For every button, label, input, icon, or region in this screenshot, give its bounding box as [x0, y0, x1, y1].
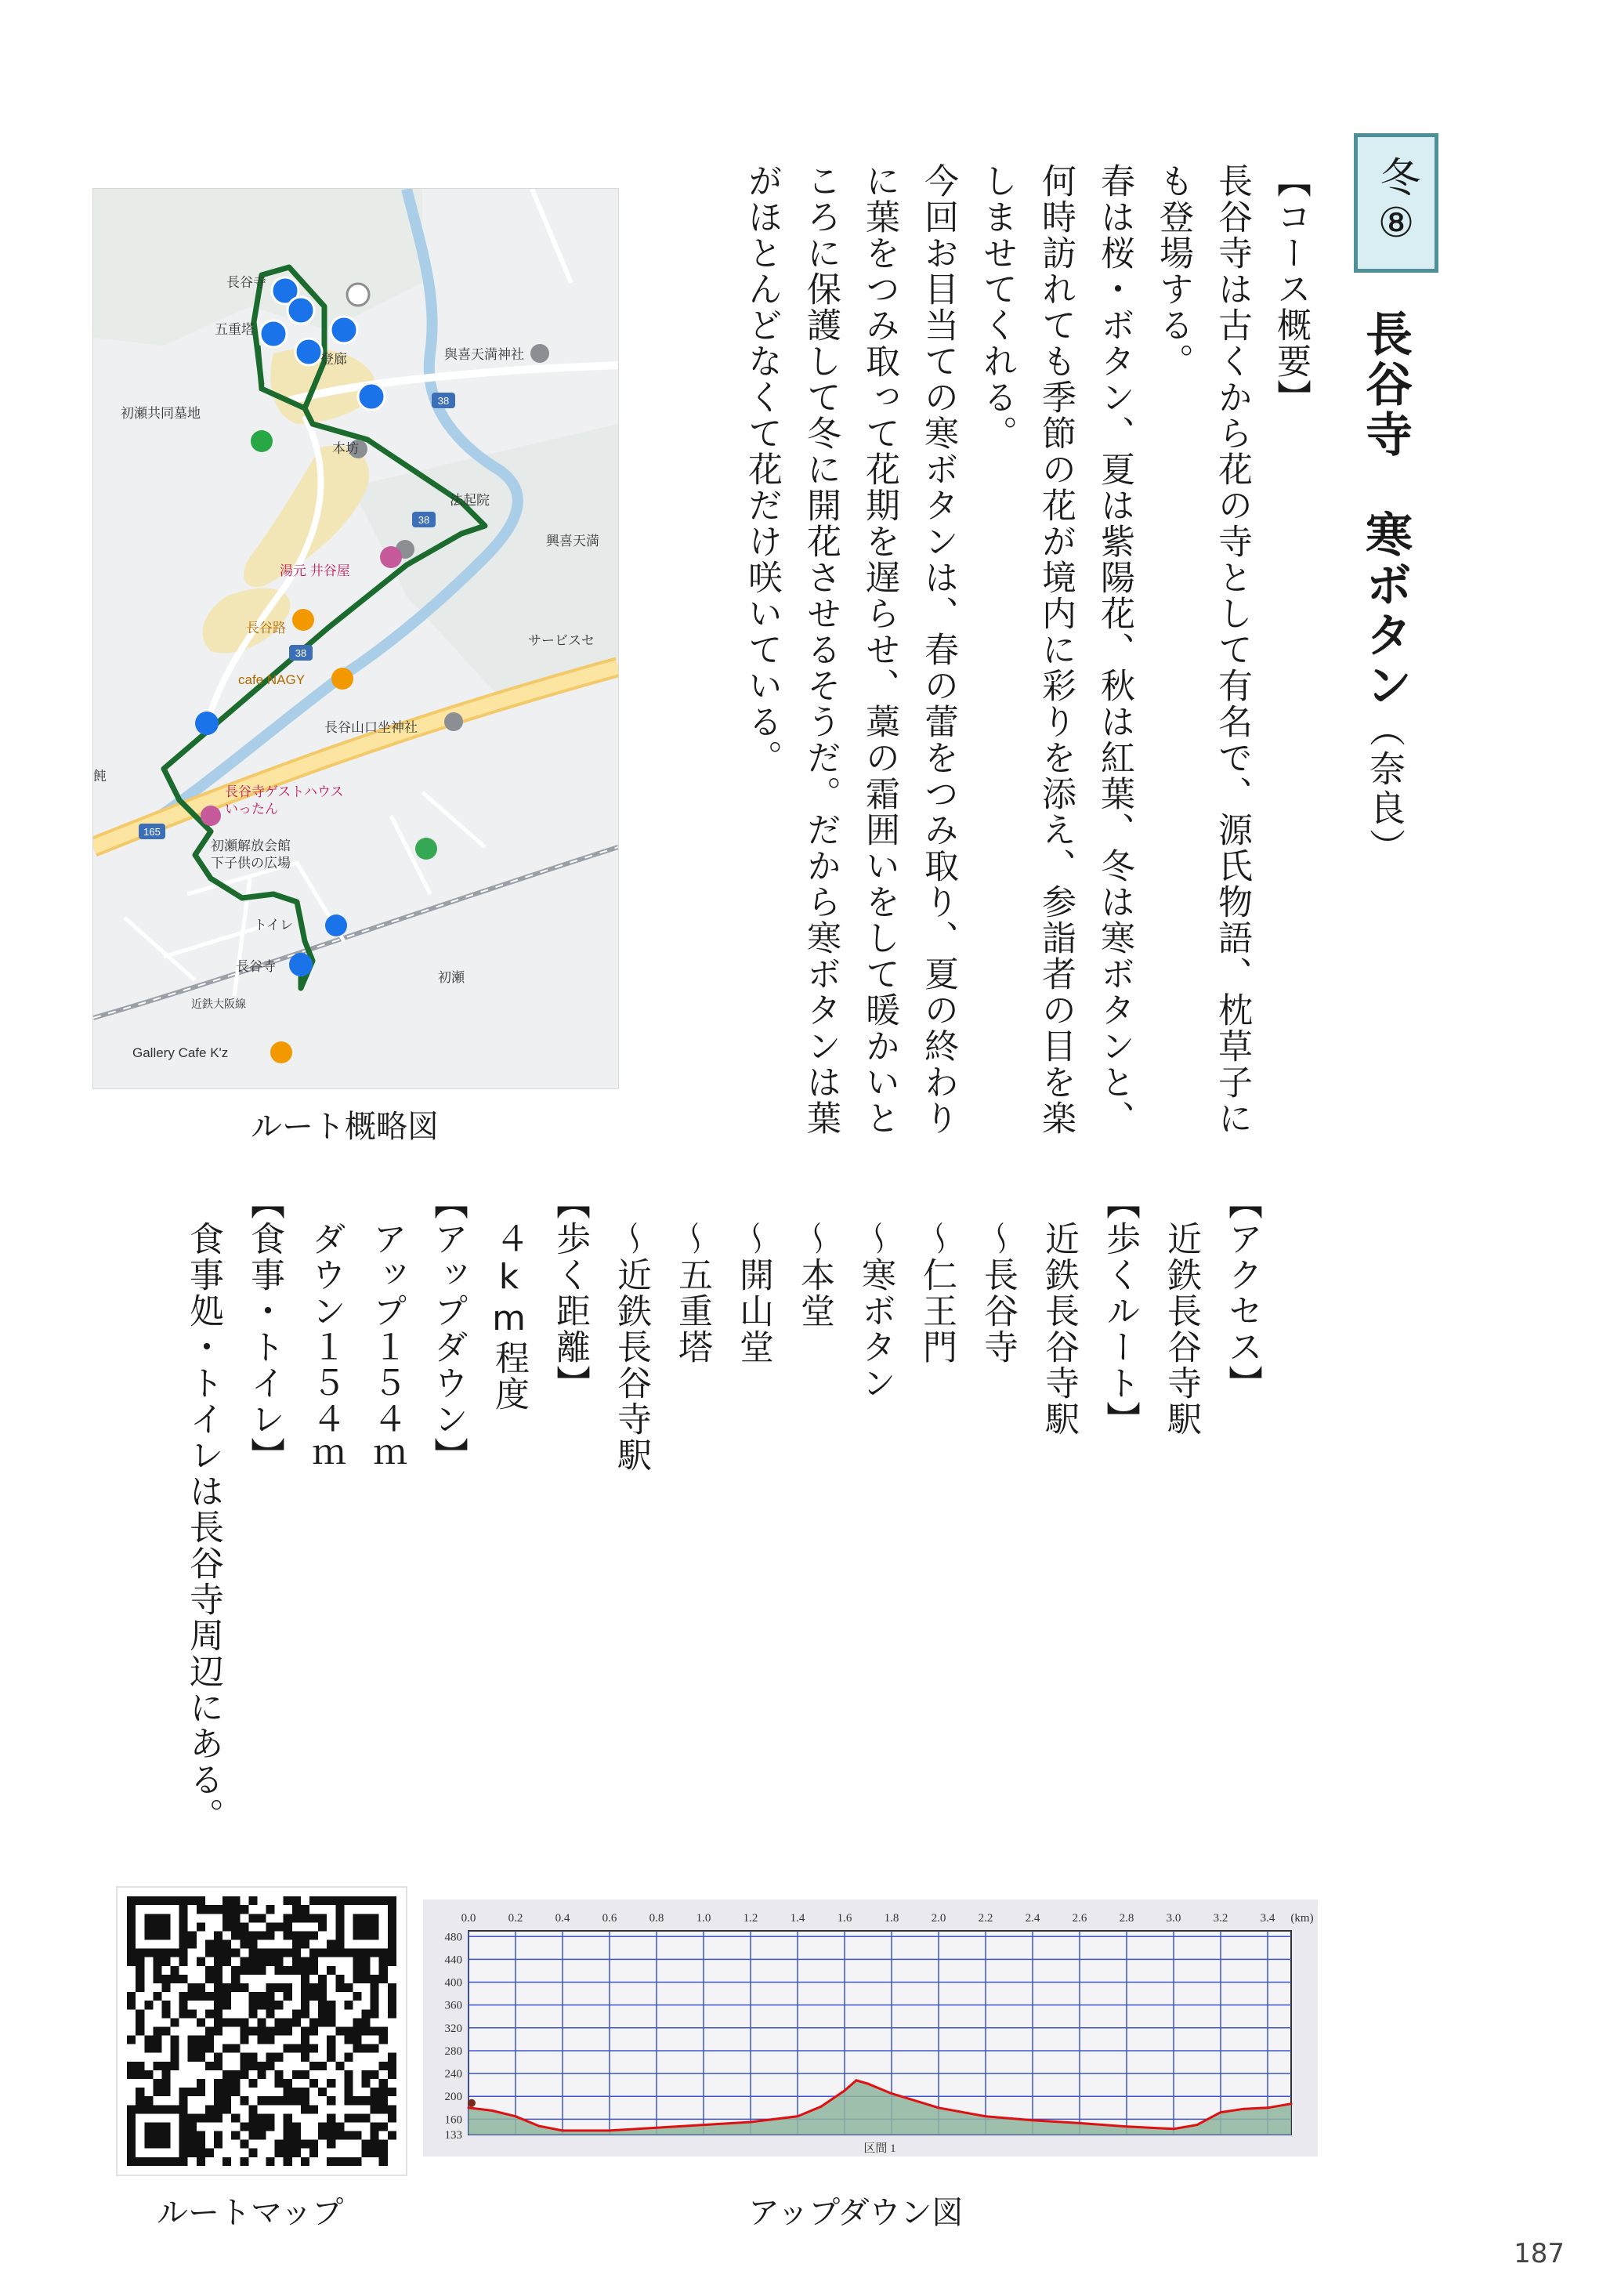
- elevation-caption: アップダウン図: [748, 2195, 964, 2231]
- map-label-honbo: 本坊: [332, 441, 359, 456]
- route-step: ～近鉄長谷寺駅: [611, 1185, 651, 1473]
- elevation-point: [1243, 2108, 1246, 2110]
- updown-up: アップ１５４ｍ: [367, 1185, 407, 1473]
- map-route-38c: 38: [295, 647, 307, 659]
- elevation-point: [468, 2106, 470, 2109]
- y-tick-label: 200: [444, 2091, 462, 2104]
- route-step: ～本堂: [794, 1185, 834, 1329]
- x-tick-label: 2.6: [1072, 1912, 1087, 1925]
- map-label-noborirou: 登廊: [320, 352, 347, 367]
- route-step: ～仁王門: [917, 1185, 957, 1365]
- elevation-point: [656, 2127, 658, 2129]
- y-tick-label: 160: [444, 2113, 462, 2127]
- x-tick-label: 3.2: [1213, 1912, 1228, 1925]
- map-label-station: 長谷寺: [236, 959, 276, 974]
- elevation-point: [562, 2129, 564, 2131]
- section-label: 区間 1: [863, 2142, 896, 2155]
- y-tick-label: 360: [444, 1999, 462, 2012]
- x-tick-label: 0.6: [602, 1912, 617, 1925]
- map-label-toilet: トイレ: [254, 918, 294, 933]
- map-label-haseji: 長谷路: [246, 621, 286, 636]
- x-tick-label: 0.8: [649, 1912, 664, 1925]
- x-tick-label: 1.2: [743, 1912, 758, 1925]
- elevation-point: [820, 2106, 823, 2108]
- route-heading: 【歩くルート】: [1100, 1185, 1140, 1437]
- map-label-cafe-nagy: cafe NAGY: [238, 672, 306, 687]
- elevation-point: [609, 2129, 611, 2131]
- title-sub: （奈良）: [1364, 711, 1406, 867]
- x-tick-label: 2.8: [1119, 1912, 1134, 1925]
- title-main: 長谷寺 寒ボタン: [1358, 310, 1413, 711]
- map-route-165: 165: [143, 826, 161, 838]
- food-text: 食事処・トイレは長谷寺周辺にある。: [183, 1185, 223, 1834]
- y-tick-label: 400: [444, 1976, 462, 1990]
- map-label-yoki-shrine-2: 興喜天満: [546, 534, 599, 549]
- route-step: 近鉄長谷寺駅: [1039, 1185, 1079, 1437]
- map-label-hokiin: 法起院: [450, 493, 490, 508]
- map-route-38b: 38: [418, 514, 430, 526]
- elevation-point: [538, 2125, 541, 2128]
- overview-paragraph-3: 今回お目当ての寒ボタンは、春の蕾をつみ取り、夏の終わりに葉をつみ取って花期を遅らせ、藁の霜囲いをして暖かいところに保護して冬に開花させるそうだ。だから寒ボタンは葉がほとんどなくて花だけ咲いている。: [742, 163, 958, 1136]
- map-route-38a: 38: [437, 395, 450, 407]
- map-label-haseyamaguchi: 長谷山口坐神社: [324, 720, 418, 735]
- map-label-kaiho: 初瀬解放会館: [211, 838, 291, 853]
- elevation-point: [867, 2083, 870, 2085]
- overview-heading: 【コース概要】: [1271, 163, 1311, 415]
- elevation-point: [1173, 2128, 1175, 2130]
- elevation-point: [1196, 2124, 1199, 2126]
- elevation-point: [515, 2115, 517, 2117]
- distance-text: ４km程度: [489, 1185, 529, 1412]
- x-tick-label: 1.6: [837, 1912, 852, 1925]
- x-tick-label: 2.2: [978, 1912, 993, 1925]
- course-overview: [733, 163, 1320, 1143]
- updown-down: ダウン１５４ｍ: [306, 1185, 346, 1473]
- elevation-point: [938, 2106, 940, 2109]
- x-tick-label: 3.0: [1166, 1912, 1181, 1925]
- y-tick-label: 440: [444, 1954, 462, 1967]
- elevation-profile: [423, 1899, 1318, 2157]
- x-tick-label: 3.4: [1260, 1912, 1275, 1925]
- qr-caption: ルートマップ: [157, 2195, 344, 2231]
- elevation-point: [844, 2089, 846, 2091]
- map-label-gojunoto: 五重塔: [215, 322, 255, 337]
- x-tick-label: 0.2: [508, 1912, 523, 1925]
- elevation-point: [1267, 2106, 1269, 2109]
- route-step: ～寒ボタン: [856, 1185, 895, 1401]
- map-label-edge: 飩: [93, 769, 107, 784]
- map-label-cemetery: 初瀬共同墓地: [121, 406, 201, 421]
- season-badge: [1354, 133, 1438, 273]
- x-tick-label: 2.0: [931, 1912, 946, 1925]
- x-tick-label: 0.0: [461, 1912, 476, 1925]
- access-heading: 【アクセス】: [1222, 1185, 1262, 1401]
- x-tick-label: 2.4: [1025, 1912, 1040, 1925]
- elevation-point: [1290, 2102, 1293, 2105]
- map-label-hasedera: 長谷寺: [226, 275, 266, 290]
- elevation-point: [856, 2079, 858, 2081]
- y-tick-label: 480: [444, 1931, 462, 1944]
- map-label-yumoto: 湯元 井谷屋: [280, 563, 350, 578]
- y-tick-label: 133: [444, 2129, 462, 2142]
- course-details: [172, 1185, 1272, 1843]
- distance-heading: 【歩く距離】: [550, 1185, 590, 1401]
- route-step: ～長谷寺: [978, 1185, 1018, 1365]
- elevation-point: [985, 2115, 987, 2117]
- page-title: [1358, 310, 1413, 867]
- x-tick-label: 1.0: [696, 1912, 711, 1925]
- y-tick-label: 240: [444, 2068, 462, 2081]
- map-label-yoki-shrine: 與喜天満神社: [444, 347, 524, 362]
- route-step: ～開山堂: [733, 1185, 773, 1365]
- x-tick-label: 0.4: [555, 1912, 570, 1925]
- updown-heading: 【アップダウン】: [428, 1185, 468, 1473]
- map-label-guesthouse-2: いったん: [225, 802, 278, 817]
- elevation-point: [703, 2124, 705, 2126]
- elevation-point: [797, 2115, 799, 2117]
- elevation-point: [1126, 2125, 1128, 2128]
- map-label-line: 近鉄大阪線: [191, 998, 246, 1010]
- route-map: [92, 188, 619, 1089]
- elevation-point: [1079, 2122, 1081, 2124]
- page-number: 187: [1514, 2238, 1565, 2269]
- map-caption: ルート概略図: [251, 1109, 439, 1145]
- map-label-service: サービスセ: [528, 633, 595, 648]
- season-badge-text: 冬⑧: [1373, 156, 1420, 250]
- map-label-hatsuse: 初瀬: [438, 970, 465, 985]
- x-unit-label: (km): [1290, 1912, 1314, 1925]
- y-tick-label: 320: [444, 2022, 462, 2035]
- x-tick-label: 1.4: [790, 1912, 805, 1925]
- access-text: 近鉄長谷寺駅: [1161, 1185, 1201, 1437]
- elevation-point: [491, 2109, 494, 2112]
- y-tick-label: 280: [444, 2044, 462, 2058]
- map-label-kaiho-2: 下子供の広場: [211, 856, 291, 871]
- walker-icon: [468, 2099, 476, 2107]
- overview-paragraph-1: 長谷寺は古くから花の寺として有名で、源氏物語、枕草子にも登場する。: [1153, 163, 1252, 1136]
- elevation-point: [1032, 2119, 1034, 2121]
- food-heading: 【食事・トイレ】: [244, 1185, 284, 1473]
- overview-paragraph-2: 春は桜・ボタン、夏は紫陽花、秋は紅葉、冬は寒ボタンと、何時訪れても季節の花が境内に彩りを添え、参詣者の目を楽しませてくれる。: [977, 163, 1134, 1136]
- x-tick-label: 1.8: [884, 1912, 899, 1925]
- elevation-point: [891, 2092, 893, 2095]
- map-label-gallery: Gallery Cafe K'z: [132, 1045, 229, 1060]
- route-step: ～五重塔: [672, 1185, 712, 1365]
- elevation-point: [1220, 2111, 1222, 2113]
- qr-code[interactable]: [116, 1886, 407, 2176]
- elevation-point: [750, 2120, 752, 2123]
- map-label-guesthouse: 長谷寺ゲストハウス: [225, 784, 344, 799]
